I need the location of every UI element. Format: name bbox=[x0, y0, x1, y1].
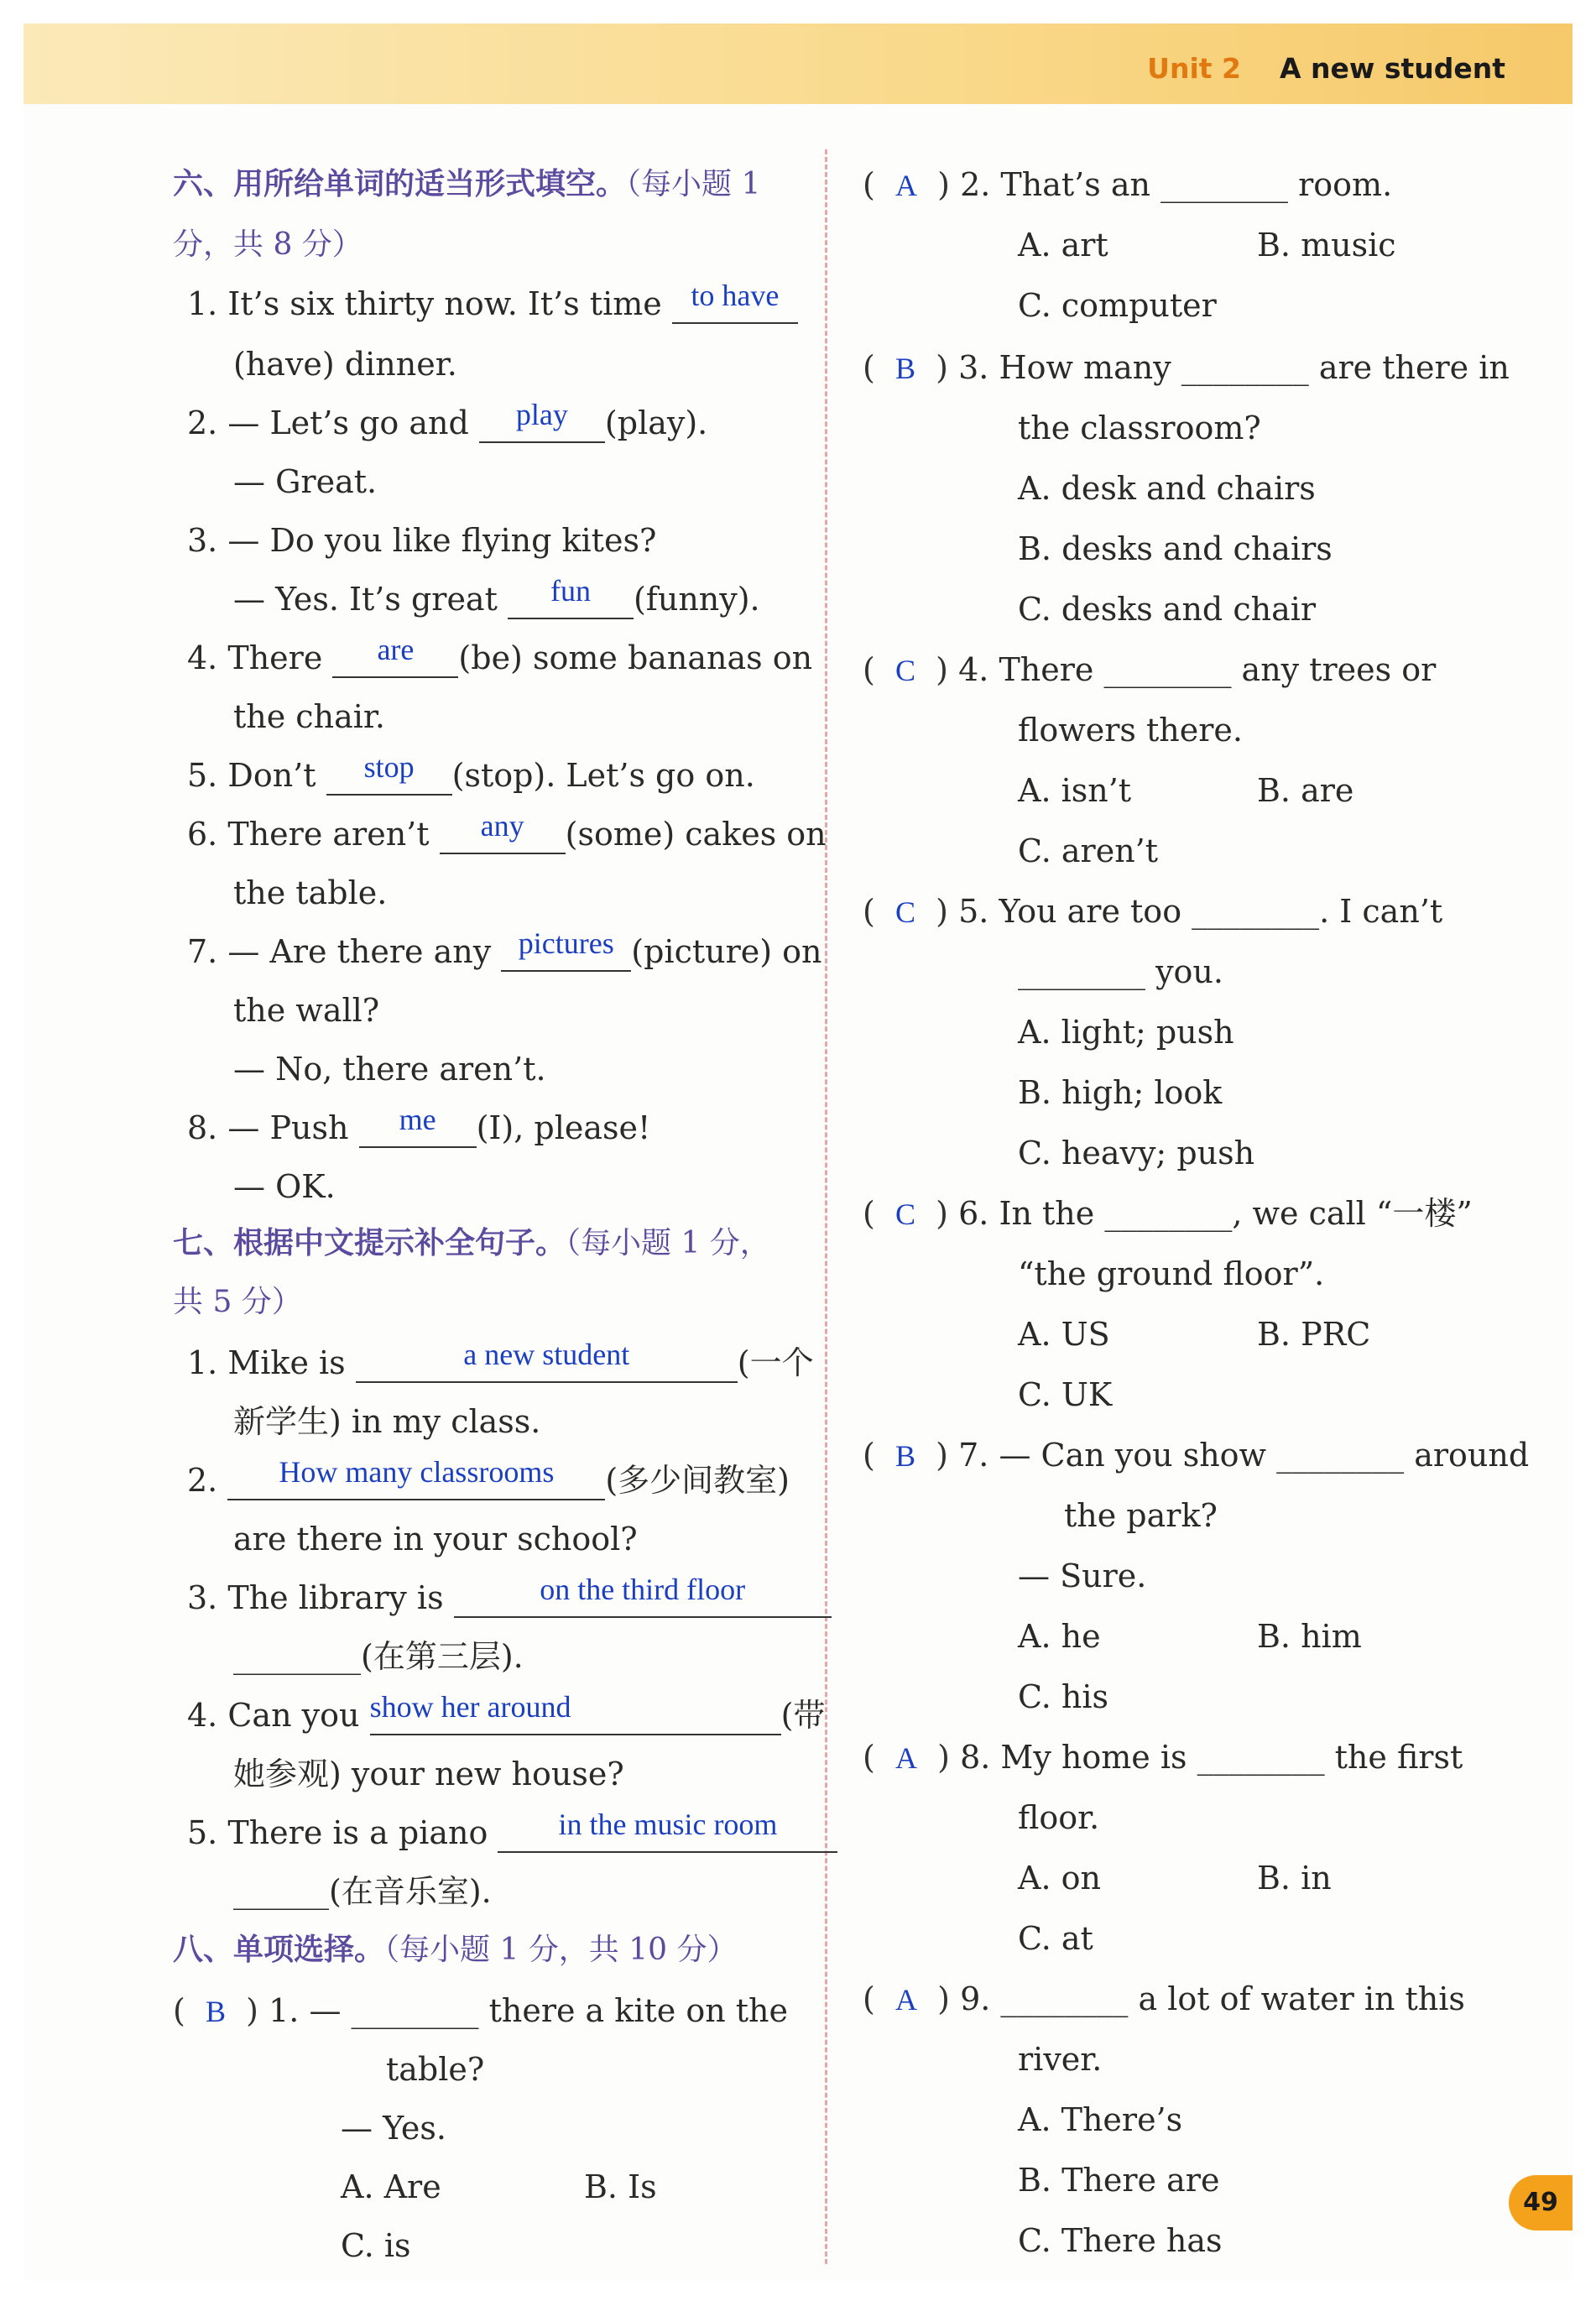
s7-q2: 2. How many classrooms (多少间教室) bbox=[187, 1455, 790, 1499]
option-a: A. desk and chairs bbox=[1018, 470, 1316, 507]
answer-blank[interactable]: a new student bbox=[356, 1348, 738, 1383]
s8-q4-cont: flowers there. bbox=[1018, 712, 1243, 749]
answer-blank[interactable]: to have bbox=[672, 289, 798, 324]
option-c: C. aren’t bbox=[1018, 832, 1159, 869]
option-a: A. isn’t bbox=[1018, 772, 1132, 809]
s7-q5: 5. There is a piano in the music room bbox=[187, 1813, 837, 1853]
s6-q6: 6. There aren’t any (some) cakes on bbox=[187, 809, 827, 853]
answer-blank[interactable]: pictures bbox=[501, 937, 631, 972]
unit-label: Unit 2 bbox=[1147, 52, 1241, 85]
option-b: B. in bbox=[1257, 1860, 1332, 1897]
answer-blank[interactable]: show her around bbox=[370, 1700, 781, 1735]
option-b: B. desks and chairs bbox=[1018, 530, 1333, 567]
option-a: A. art bbox=[1018, 227, 1108, 263]
s8-q3: ( B ) 3. How many ________ are there in bbox=[863, 349, 1510, 386]
s8-q6: ( C ) 6. In the ________, we call “一楼” bbox=[863, 1195, 1473, 1232]
option-b: B. are bbox=[1257, 772, 1354, 809]
s8-q5: ( C ) 5. You are too ________. I can’t bbox=[863, 893, 1443, 930]
s6-q2-cont: — Great. bbox=[233, 463, 378, 500]
option-a: A. on bbox=[1018, 1860, 1101, 1897]
answer-blank[interactable]: fun bbox=[508, 584, 634, 619]
choice-answer[interactable]: A bbox=[894, 1741, 917, 1775]
choice-answer[interactable]: B bbox=[205, 1995, 226, 2028]
s7-q3-cont: ________(在第三层). bbox=[233, 1638, 524, 1675]
s8-q5-cont: ________ you. bbox=[1018, 953, 1223, 990]
option-b: B. him bbox=[1257, 1618, 1362, 1655]
choice-answer[interactable]: A bbox=[894, 169, 917, 202]
option-c: C. UK bbox=[1018, 1376, 1113, 1413]
choice-answer[interactable]: B bbox=[894, 352, 915, 385]
s8-q9: ( A ) 9. ________ a lot of water in this bbox=[863, 1980, 1465, 2017]
unit-title: A new student bbox=[1279, 52, 1505, 85]
s8-q1-reply: — Yes. bbox=[341, 2110, 446, 2147]
answer-blank[interactable]: stop bbox=[326, 760, 452, 796]
s6-q8-reply: — OK. bbox=[233, 1168, 336, 1205]
page-number-badge: 49 bbox=[1509, 2175, 1573, 2231]
s6-q1-cont: (have) dinner. bbox=[233, 346, 457, 383]
option-a: A. Are bbox=[341, 2168, 441, 2205]
choice-answer[interactable]: C bbox=[894, 1197, 915, 1231]
s8-q1: ( B ) 1. — ________ there a kite on the bbox=[173, 1992, 788, 2029]
s6-q6-cont: the table. bbox=[233, 874, 388, 911]
s6-q7: 7. — Are there any pictures (picture) on bbox=[187, 926, 822, 970]
option-a: A. US bbox=[1018, 1316, 1110, 1353]
option-c: C. desks and chair bbox=[1018, 591, 1317, 628]
s8-q4: ( C ) 4. There ________ any trees or bbox=[863, 651, 1437, 688]
section-7-note: 共 5 分） bbox=[173, 1285, 302, 1319]
s6-q4: 4. There are (be) some bananas on bbox=[187, 633, 813, 676]
choice-answer[interactable]: A bbox=[894, 1983, 917, 2017]
option-b: B. high; look bbox=[1018, 1074, 1223, 1111]
workbook-page bbox=[23, 23, 1573, 2281]
column-divider bbox=[825, 149, 827, 2264]
option-b: B. There are bbox=[1018, 2162, 1220, 2199]
s8-q8: ( A ) 8. My home is ________ the first bbox=[863, 1739, 1463, 1776]
s7-q4: 4. Can you show her around (带 bbox=[187, 1690, 826, 1734]
answer-blank[interactable]: How many classrooms bbox=[227, 1465, 605, 1500]
s7-q2-cont: are there in your school? bbox=[233, 1521, 638, 1557]
s6-q1: 1. It’s six thirty now. It’s time to have bbox=[187, 284, 798, 324]
s6-q3-cont: — Yes. It’s great fun (funny). bbox=[233, 574, 760, 618]
option-b: B. PRC bbox=[1257, 1316, 1371, 1353]
option-a: A. There’s bbox=[1018, 2101, 1183, 2138]
section-6-note: 分，共 8 分） bbox=[173, 227, 362, 262]
answer-blank[interactable]: are bbox=[332, 643, 458, 678]
s7-q4-cont: 她参观) your new house? bbox=[233, 1756, 624, 1792]
option-c: C. computer bbox=[1018, 287, 1217, 324]
s8-q8-cont: floor. bbox=[1018, 1799, 1100, 1836]
s6-q2: 2. — Let’s go and play (play). bbox=[187, 398, 708, 441]
s6-q7-reply: — No, there aren’t. bbox=[233, 1051, 546, 1088]
answer-blank[interactable]: me bbox=[359, 1113, 477, 1148]
page-header bbox=[23, 23, 1573, 104]
option-b: B. music bbox=[1257, 227, 1396, 263]
option-a: A. he bbox=[1018, 1618, 1101, 1655]
s8-q6-cont: “the ground floor”. bbox=[1018, 1255, 1325, 1292]
s7-q5-cont: ______(在音乐室). bbox=[233, 1873, 492, 1910]
option-c: C. is bbox=[341, 2227, 411, 2264]
s8-q7: ( B ) 7. — Can you show ________ around bbox=[863, 1437, 1530, 1474]
option-a: A. light; push bbox=[1018, 1014, 1234, 1051]
s6-q8: 8. — Push me (I), please! bbox=[187, 1103, 651, 1146]
s8-q1-cont: table? bbox=[386, 2051, 485, 2088]
s7-q3: 3. The library is on the third floor bbox=[187, 1578, 832, 1618]
s8-q7-cont: the park? bbox=[1064, 1497, 1218, 1534]
option-b: B. Is bbox=[584, 2168, 657, 2205]
answer-blank[interactable]: any bbox=[440, 819, 566, 854]
section-7-title: 七、根据中文提示补全句子。（每小题 1 分， bbox=[173, 1226, 770, 1260]
section-6-title: 六、用所给单词的适当形式填空。（每小题 1 bbox=[173, 167, 761, 201]
s8-q3-cont: the classroom? bbox=[1018, 410, 1261, 446]
s8-q9-cont: river. bbox=[1018, 2041, 1103, 2078]
answer-blank[interactable]: on the third floor bbox=[454, 1583, 832, 1618]
s7-q1: 1. Mike is a new student (一个 bbox=[187, 1338, 814, 1381]
s6-q3: 3. — Do you like flying kites? bbox=[187, 522, 657, 559]
answer-blank[interactable]: play bbox=[479, 408, 605, 443]
s7-q1-cont: 新学生) in my class. bbox=[233, 1403, 541, 1440]
option-c: C. heavy; push bbox=[1018, 1135, 1255, 1171]
answer-blank[interactable]: in the music room bbox=[498, 1818, 837, 1853]
choice-answer[interactable]: B bbox=[894, 1439, 915, 1473]
s6-q7-cont: the wall? bbox=[233, 992, 380, 1029]
option-c: C. his bbox=[1018, 1678, 1109, 1715]
section-8-title: 八、单项选择。（每小题 1 分，共 10 分） bbox=[173, 1933, 738, 1967]
choice-answer[interactable]: C bbox=[894, 654, 915, 687]
s6-q4-cont: the chair. bbox=[233, 698, 385, 735]
s8-q2: ( A ) 2. That’s an ________ room. bbox=[863, 166, 1393, 203]
choice-answer[interactable]: C bbox=[894, 895, 915, 929]
s6-q5: 5. Don’t stop (stop). Let’s go on. bbox=[187, 750, 755, 794]
option-c: C. at bbox=[1018, 1920, 1093, 1957]
option-c: C. There has bbox=[1018, 2222, 1223, 2259]
s8-q7-reply: — Sure. bbox=[1018, 1557, 1147, 1594]
